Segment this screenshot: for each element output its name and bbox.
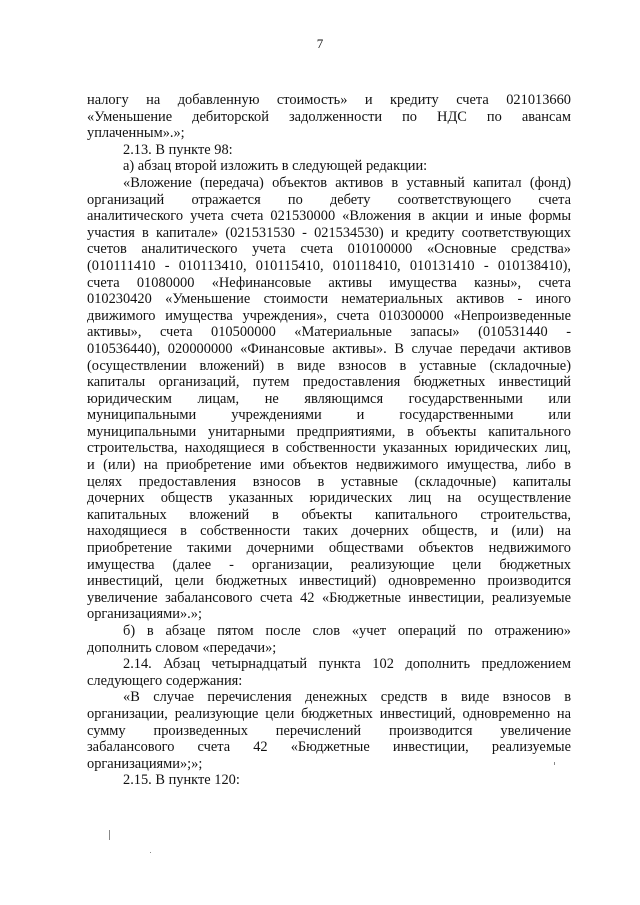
text-line: 010230420 «Уменьшение стоимости нематериальных активов - иного bbox=[87, 291, 571, 308]
text-line: находящиеся в собственности таких дочерних обществ, и (или) на bbox=[87, 523, 571, 540]
text-line: 010536440), 020000000 «Финансовые активы». В случае передачи активов bbox=[87, 340, 571, 357]
text-line: счета 01080000 «Нефинансовые активы имущества казны», счета bbox=[87, 274, 571, 291]
text-line: дочерних обществ указанных юридических лиц на осуществление bbox=[87, 490, 571, 507]
text-line: 2.14. Абзац четырнадцатый пункта 102 дополнить предложением bbox=[123, 656, 571, 673]
scan-speck bbox=[109, 830, 110, 840]
text-line: целях предоставления взносов в уставные (складочные) капиталы bbox=[87, 473, 571, 490]
text-line: (010111410 - 010113410, 010115410, 010118410, 010131410 - 010138410), bbox=[87, 257, 571, 274]
text-line: сумму произведенных перечислений производится увеличение bbox=[87, 722, 571, 739]
text-line: муниципальными унитарными предприятиями, в объекты капитального bbox=[87, 423, 571, 440]
text-line: организаций отражается по дебету соответствующего счета bbox=[87, 191, 571, 208]
text-line: капиталы организаций, путем предоставления бюджетных инвестиций bbox=[87, 374, 571, 391]
text-line: налогу на добавленную стоимость» и кредиту счета 021013660 bbox=[87, 92, 571, 108]
text-line: «В случае перечисления денежных средств в виде взносов в bbox=[123, 689, 571, 706]
text-line: движимого имущества учреждения», счета 010300000 «Непроизведенные bbox=[87, 307, 571, 324]
text-line: инвестиций, цели бюджетных инвестиций) одновременно производится bbox=[87, 573, 571, 590]
text-line: дополнить словом «передачи»; bbox=[87, 639, 277, 656]
text-line: приобретение такими дочерними обществами объектов недвижимого bbox=[87, 540, 571, 557]
page-number: 7 bbox=[316, 36, 324, 51]
text-line: капитальных вложений в объекты капитального строительства, bbox=[87, 506, 571, 523]
text-line: юридическим лицам, не являющимся государственными или bbox=[87, 390, 571, 407]
text-line: строительства, находящиеся в собственности указанных юридических лиц, bbox=[87, 440, 571, 457]
text-line: забалансового счета 42 «Бюджетные инвестиции, реализуемые bbox=[87, 739, 571, 756]
scan-speck bbox=[554, 762, 555, 765]
text-line: муниципальными учреждениями и государственными или bbox=[87, 407, 571, 424]
text-line: «Вложение (передача) объектов активов в уставный капитал (фонд) bbox=[123, 174, 571, 191]
text-line: организациями»;»; bbox=[87, 755, 203, 772]
text-line: организациями».»; bbox=[87, 606, 202, 623]
document-text bbox=[87, 92, 571, 789]
text-line: уплаченным».»; bbox=[87, 125, 185, 142]
scan-speck bbox=[150, 852, 151, 853]
text-line: организации, реализующие цели бюджетных инвестиций, одновременно на bbox=[87, 705, 571, 722]
text-line: б) в абзаце пятом после слов «учет операций по отражению» bbox=[123, 623, 571, 639]
text-line: а) абзац второй изложить в следующей редакции: bbox=[123, 158, 428, 175]
text-line: 2.13. В пункте 98: bbox=[123, 141, 233, 158]
text-line: следующего содержания: bbox=[87, 672, 243, 689]
text-line: и (или) на приобретение ими объектов недвижимого имущества, либо в bbox=[87, 457, 571, 474]
text-line: аналитического учета счета 021530000 «Вложения в акции и иные формы bbox=[87, 208, 571, 225]
text-line: (осуществлении вложений) в виде взносов в уставные (складочные) bbox=[87, 357, 571, 374]
text-line: участия в капитале» (021531530 - 021534530) и кредиту соответствующих bbox=[87, 224, 571, 241]
text-line: счетов аналитического учета счета 010100000 «Основные средства» bbox=[87, 241, 571, 258]
text-line: активы», счета 010500000 «Материальные запасы» (010531440 - bbox=[87, 324, 571, 341]
text-line: «Уменьшение дебиторской задолженности по НДС по авансам bbox=[87, 108, 571, 125]
text-line: увеличение забалансового счета 42 «Бюджетные инвестиции, реализуемые bbox=[87, 589, 571, 606]
text-line: имущества (далее - организации, реализующие цели бюджетных bbox=[87, 556, 571, 573]
text-line: 2.15. В пункте 120: bbox=[123, 772, 240, 789]
